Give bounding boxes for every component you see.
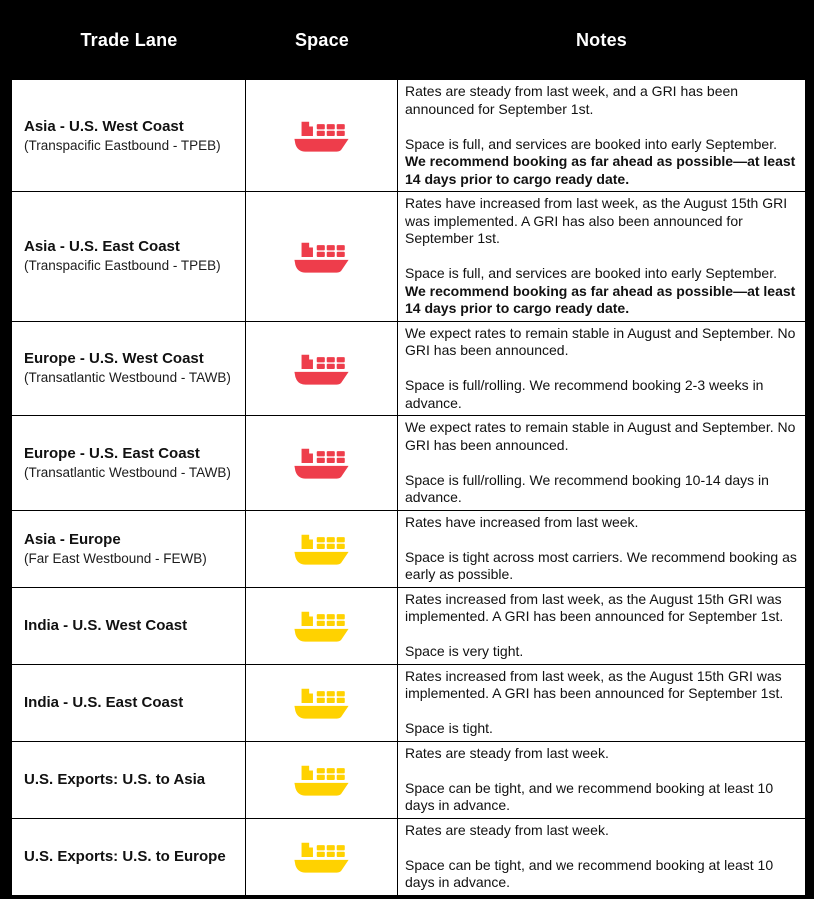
cargo-ship-icon xyxy=(293,683,350,722)
notes-cell xyxy=(398,742,805,818)
notes-text: Space is full, and services are booked into early September. xyxy=(405,135,777,152)
notes-cell xyxy=(398,192,805,321)
notes-cell xyxy=(398,819,805,895)
trade-lane-cell xyxy=(12,416,246,510)
notes-text: Space can be tight, and we recommend booking at least 10 days in advance. xyxy=(405,856,774,890)
trade-lane-title: U.S. Exports: U.S. to Europe xyxy=(24,848,226,865)
notes-paragraph xyxy=(405,720,799,738)
freight-table-body xyxy=(12,80,805,895)
table-row xyxy=(12,510,805,587)
trade-lane-title: Asia - Europe xyxy=(24,530,121,548)
notes-paragraph xyxy=(405,549,799,584)
trade-lane-cell xyxy=(12,588,246,664)
notes-cell xyxy=(398,665,805,741)
notes-text: Rates are steady from last week. xyxy=(405,821,609,838)
notes-cell xyxy=(398,416,805,510)
cargo-ship-icon xyxy=(293,237,350,276)
notes-cell xyxy=(398,511,805,587)
trade-lane-cell xyxy=(12,80,246,191)
cargo-ship-icon xyxy=(293,529,350,568)
trade-lane-subtitle: (Far East Westbound - FEWB) xyxy=(24,550,207,566)
trade-lane-subtitle: (Transatlantic Westbound - TAWB) xyxy=(24,370,231,386)
notes-paragraph xyxy=(405,643,799,661)
trade-lane-cell xyxy=(12,192,246,321)
notes-text: Space is full, and services are booked into early September. xyxy=(405,265,777,281)
notes-paragraph xyxy=(405,472,799,507)
notes-text: Rates have increased from last week. xyxy=(405,513,639,530)
trade-lane-subtitle: (Transpacific Eastbound - TPEB) xyxy=(24,137,221,153)
space-cell xyxy=(246,742,398,818)
trade-lane-title: Asia - U.S. West Coast xyxy=(24,117,184,135)
notes-cell xyxy=(398,80,805,191)
table-row xyxy=(12,818,805,895)
notes-text: Rates increased from last week, as the August 15th GRI was implemented. A GRI has been announced for September 1st. xyxy=(405,590,784,624)
notes-paragraph xyxy=(405,265,799,318)
cargo-ship-icon xyxy=(293,760,350,799)
table-row xyxy=(12,415,805,510)
notes-paragraph xyxy=(405,668,799,703)
table-row xyxy=(12,321,805,416)
space-cell xyxy=(246,665,398,741)
notes-text: Space is very tight. xyxy=(405,643,524,659)
notes-text: We expect rates to remain stable in August and September. No GRI has been announced. xyxy=(405,419,796,453)
notes-text: Space is full/rolling. We recommend booking 2-3 weeks in advance. xyxy=(405,377,764,411)
notes-text: Space is tight across most carriers. We recommend booking as early as possible. xyxy=(405,548,797,582)
notes-paragraph xyxy=(405,136,799,189)
notes-cell xyxy=(398,322,805,416)
notes-paragraph xyxy=(405,514,799,532)
space-cell xyxy=(246,80,398,191)
space-cell xyxy=(246,416,398,510)
notes-text: Rates are steady from last week. xyxy=(405,744,609,761)
notes-text: Rates are steady from last week, and a GRI has been announced for September 1st. xyxy=(405,83,739,117)
cargo-ship-icon xyxy=(293,606,350,645)
notes-paragraph xyxy=(405,419,799,454)
space-cell xyxy=(246,588,398,664)
trade-lane-cell xyxy=(12,511,246,587)
space-cell xyxy=(246,322,398,416)
notes-bold-text: We recommend booking as far ahead as possible—at least 14 days prior to cargo ready date. xyxy=(405,153,796,187)
notes-paragraph xyxy=(405,591,799,626)
trade-lane-subtitle: (Transatlantic Westbound - TAWB) xyxy=(24,464,231,480)
trade-lane-cell xyxy=(12,819,246,895)
notes-text: Space is full/rolling. We recommend booking 10-14 days in advance. xyxy=(405,471,769,505)
notes-paragraph xyxy=(405,857,799,892)
notes-text: Space is tight. xyxy=(405,720,493,736)
notes-paragraph xyxy=(405,745,799,763)
notes-text: Space can be tight, and we recommend booking at least 10 days in advance. xyxy=(405,779,774,813)
trade-lane-title: U.S. Exports: U.S. to Asia xyxy=(24,771,206,788)
trade-lane-cell xyxy=(12,322,246,416)
notes-paragraph xyxy=(405,195,799,248)
trade-lane-cell xyxy=(12,742,246,818)
notes-paragraph xyxy=(405,822,799,840)
trade-lane-title: Europe - U.S. East Coast xyxy=(24,444,200,462)
notes-paragraph xyxy=(405,377,799,412)
table-row xyxy=(12,741,805,818)
notes-paragraph xyxy=(405,325,799,360)
header-notes: Notes xyxy=(575,29,627,50)
notes-text: Rates have increased from last week, as the August 15th GRI was implemented. A GRI has also been announced for September 1st. xyxy=(405,195,788,246)
trade-lane-title: Asia - U.S. East Coast xyxy=(24,238,180,256)
trade-lane-title: Europe - U.S. West Coast xyxy=(24,350,204,368)
table-header xyxy=(0,0,814,80)
header-space: Space xyxy=(294,29,350,50)
space-cell xyxy=(246,192,398,321)
trade-lane-cell xyxy=(12,665,246,741)
notes-paragraph xyxy=(405,780,799,815)
space-cell xyxy=(246,819,398,895)
trade-lane-title: India - U.S. West Coast xyxy=(24,617,188,634)
notes-bold-text: We recommend booking as far ahead as possible—at least 14 days prior to cargo ready date. xyxy=(405,282,796,316)
cargo-ship-icon xyxy=(293,443,350,482)
table-row xyxy=(12,664,805,741)
table-row xyxy=(12,587,805,664)
trade-lane-title: India - U.S. East Coast xyxy=(24,694,184,711)
notes-text: Rates increased from last week, as the August 15th GRI was implemented. A GRI has been announced for September 1st. xyxy=(405,667,784,701)
table-row xyxy=(12,191,805,321)
cargo-ship-icon xyxy=(293,837,350,876)
cargo-ship-icon xyxy=(293,349,350,388)
space-cell xyxy=(246,511,398,587)
header-trade-lane: Trade Lane xyxy=(80,29,178,50)
cargo-ship-icon xyxy=(293,116,350,155)
table-row xyxy=(12,80,805,191)
notes-text: We expect rates to remain stable in August and September. No GRI has been announced. xyxy=(405,324,796,358)
notes-paragraph xyxy=(405,83,799,118)
trade-lane-subtitle: (Transpacific Eastbound - TPEB) xyxy=(24,258,221,274)
notes-cell xyxy=(398,588,805,664)
